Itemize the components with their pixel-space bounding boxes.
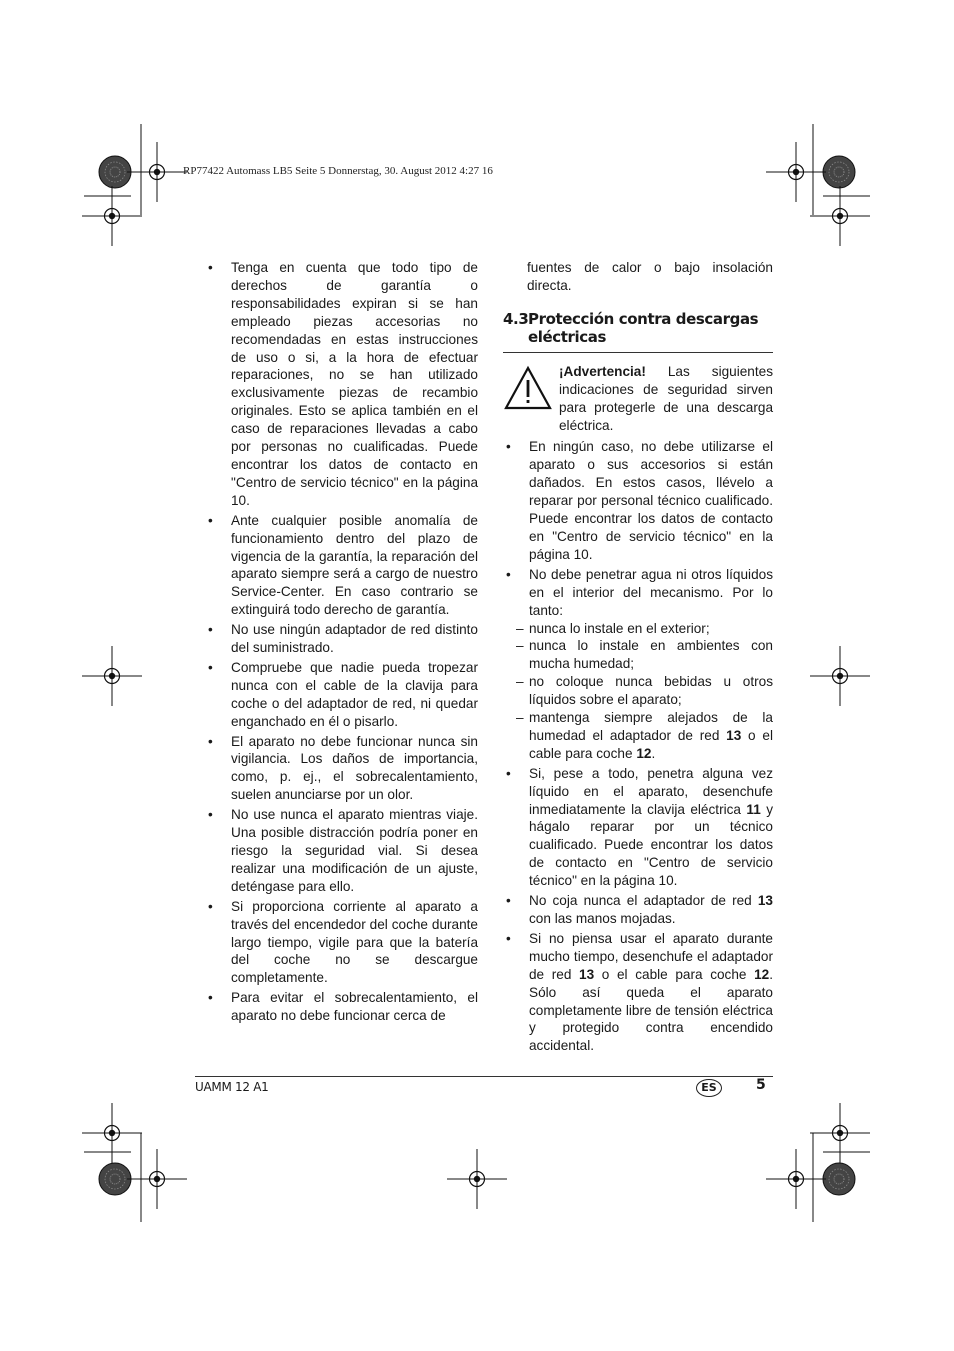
list-item: • Para evitar el sobrecalentamiento, el aparato no debe funcionar cerca de <box>205 989 478 1025</box>
language-badge: ES <box>696 1079 722 1097</box>
ref-number: 12 <box>754 966 770 982</box>
list-item: • Si proporciona corriente al aparato a través del encendedor del coche durante largo tiempo, vigile para que la batería del coche no se descargue completamente. <box>205 898 478 988</box>
warning-triangle-icon <box>503 365 553 411</box>
list-item-text: o el cable para coche <box>594 966 755 982</box>
warning-body: Las siguientes indicaciones de seguridad sirven para protegerle de una descarga eléctrica. <box>559 363 773 433</box>
dash-item: – nunca lo instale en el exterior; <box>516 620 773 638</box>
list-item-text: No coja nunca el adaptador de red <box>529 893 758 909</box>
dash-item: – no coloque nunca bebidas u otros líquidos sobre el aparato; <box>516 673 773 709</box>
list-item-text: y hágalo reparar por un técnico cualificado. Puede encontrar los datos de contacto en "Centro de servicio técnico" en la página 10. <box>529 801 773 889</box>
warning-label: ¡Advertencia! <box>559 363 646 379</box>
continuation-text: fuentes de calor o bajo insolación directa. <box>527 260 773 293</box>
list-item <box>503 892 773 928</box>
warning-text <box>559 363 773 435</box>
dash-item <box>516 709 773 763</box>
footer-model: UAMM 12 A1 <box>195 1080 269 1094</box>
list-item: • Tenga en cuenta que todo tipo de derechos de garantía o responsabilidades expiran si se han empleado piezas accesorias no recomendadas en estas instrucciones de uso o si, a la hora de efectuar reparaciones, no se han utilizado exclusivamente piezas de recambio originales. Esto se aplica también en el caso de reparaciones llevadas a cabo por personas no cualificadas. Puede encontrar los datos de contacto en "Centro de servicio técnico" en la página 10. <box>205 259 478 510</box>
right-column <box>503 259 773 1057</box>
ref-number: 12 <box>636 745 652 761</box>
list-item-text: con las manos mojadas. <box>529 911 676 926</box>
ref-number: 13 <box>726 727 742 743</box>
dash-text: . <box>651 745 656 761</box>
list-item-text: No debe penetrar agua ni otros líquidos en el interior del mecanismo. Por lo tanto: <box>529 566 773 618</box>
right-bullet-list <box>503 438 773 1055</box>
ref-number: 13 <box>757 893 773 909</box>
section-title-line2: eléctricas <box>528 327 607 346</box>
list-item: • No use ningún adaptador de red distinto del suministrado. <box>205 621 478 657</box>
dash-text: o el cable para coche <box>529 727 773 761</box>
dash-list <box>516 620 773 763</box>
list-item-text: Si, pese a todo, penetra alguna vez líquido en el aparato, desenchufe inmediatamente la clavija eléctrica <box>529 765 773 817</box>
ref-number: 11 <box>746 801 761 817</box>
section-title-line1: Protección contra descargas <box>528 309 759 328</box>
list-item-text: . Sólo así queda el aparato completamente libre de tensión eléctrica y protegido contra encendido accidental. <box>529 966 774 1054</box>
list-item-text: Si no piensa usar el aparato durante mucho tiempo, desenchufe el adaptador de red <box>529 930 773 982</box>
left-bullet-list <box>205 259 478 1025</box>
list-item <box>503 765 773 890</box>
print-header: RP77422 Automass LB5 Seite 5 Donnerstag, 30. August 2012 4:27 16 <box>183 165 493 177</box>
page-number: 5 <box>756 1077 766 1093</box>
dash-item: – nunca lo instale en ambientes con mucha humedad; <box>516 637 773 673</box>
list-item <box>503 930 773 1055</box>
list-item: • Compruebe que nadie pueda tropezar nunca con el cable de la clavija para coche o del adaptador de red, ni quedar enganchado en él o pisarlo. <box>205 659 478 731</box>
section-heading <box>503 310 773 353</box>
list-item: • Ante cualquier posible anomalía de funcionamiento dentro del plazo de vigencia de la garantía, la reparación del aparato siempre será a cargo de nuestro Service-Center. En caso contrario se extinguirá todo derecho de garantía. <box>205 512 478 619</box>
section-number: 4.3 <box>503 309 529 328</box>
left-column <box>205 259 478 1027</box>
dash-text: mantenga siempre alejados de la humedad el adaptador de red <box>529 710 773 743</box>
list-item: • No use nunca el aparato mientras viaje. Una posible distracción podría poner en riesgo la seguridad vial. Si desea realizar una modificación de un ajuste, deténgase para ello. <box>205 806 478 896</box>
ref-number: 13 <box>579 966 595 982</box>
list-item: • El aparato no debe funcionar nunca sin vigilancia. Los daños de importancia, como, p. ej., el sobrecalentamiento, suelen anunciarse por un olor. <box>205 733 478 805</box>
footer-divider <box>195 1076 773 1077</box>
list-item: • En ningún caso, no debe utilizarse el aparato o sus accesorios si están dañados. En estos casos, llévelo a reparar por personal técnico cualificado. Puede encontrar los datos de contacto en "Centro de servicio técnico" en la página 10. <box>503 438 773 563</box>
warning-box <box>503 363 773 435</box>
list-item <box>503 566 773 763</box>
